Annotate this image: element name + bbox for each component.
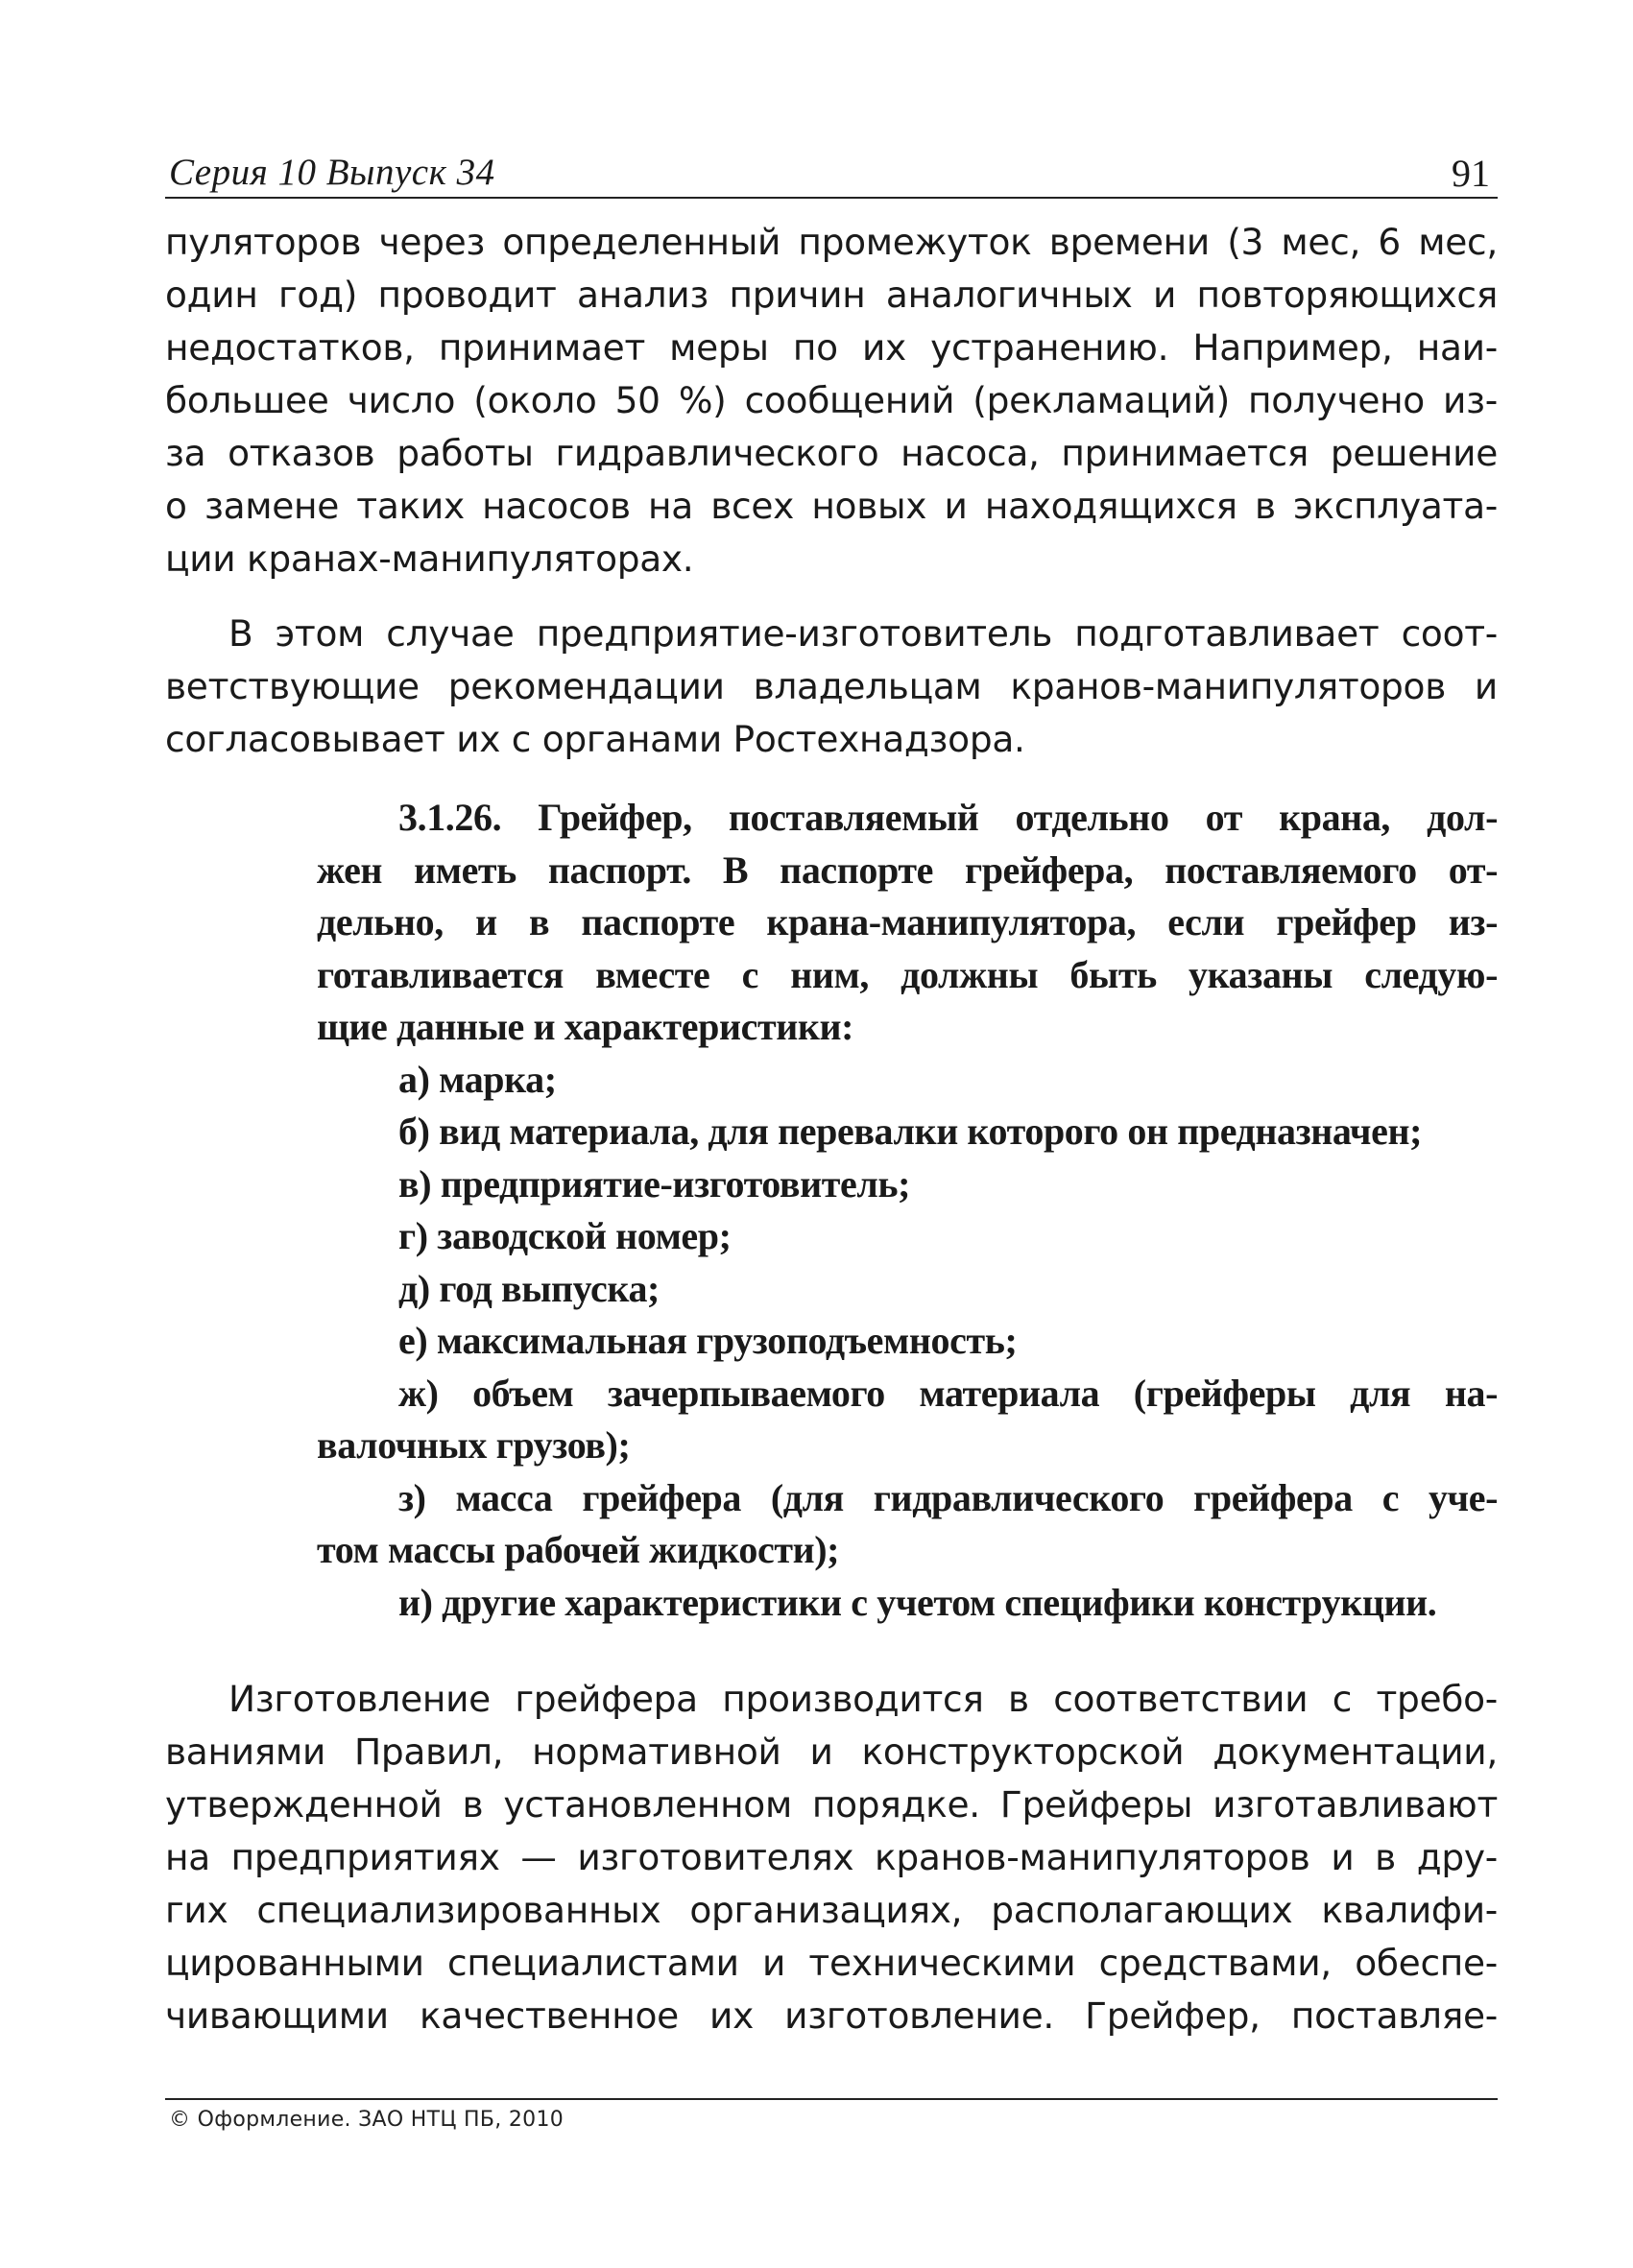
clause-item: а) марка; (398, 1057, 557, 1101)
clause-item: д) год выпуска; (398, 1266, 660, 1310)
clause-item: г) заводской номер; (398, 1214, 732, 1257)
clause-item: в) предприятие-изготовитель; (398, 1161, 911, 1206)
clause-item: и) другие характеристики с учетом специфики конструкции. (398, 1580, 1437, 1624)
clause-item: з) масса грейфера (для гидравлического грейфера с уче- (398, 1475, 1498, 1519)
clause-line: дельно, и в паспорте крана-манипулятора, если грейфер из- (317, 900, 1498, 943)
text-line: согласовывает их с органами Ростехнадзора. (165, 718, 1025, 760)
paragraph-3 (165, 1673, 1498, 2042)
text-line: большее число (около 50 %) сообщений (рекламаций) получено из- (165, 379, 1498, 421)
clause-item: е) максимальная грузоподъемность; (398, 1319, 1018, 1362)
copyright-footer: © Оформление. ЗАО НТЦ ПБ, 2010 (169, 2108, 564, 2132)
clause-item: ж) объем зачерпываемого материала (грейферы для на- (398, 1371, 1498, 1415)
paragraph-1 (165, 216, 1498, 585)
text-line: за отказов работы гидравлического насоса, принимается решение (165, 432, 1498, 474)
text-line: пуляторов через определенный промежуток времени (3 мес, 6 мес, (165, 221, 1498, 263)
text-line: чивающими качественное их изготовление. Грейфер, поставляе- (165, 1994, 1498, 2037)
text-line: Изготовление грейфера производится в соответствии с требо- (228, 1678, 1498, 1720)
text-line: на предприятиях — изготовителях кранов-манипуляторов и в дру- (165, 1836, 1498, 1878)
page-header (165, 149, 1498, 199)
footer-divider (165, 2098, 1498, 2100)
text-line: о замене таких насосов на всех новых и находящихся в эксплуата- (165, 485, 1498, 527)
clause-item-continuation: том массы рабочей жидкости); (317, 1528, 840, 1571)
clause-line: щие данные и характеристики: (317, 1005, 854, 1048)
clause-item-continuation: валочных грузов); (317, 1423, 631, 1467)
text-line: цированными специалистами и техническими средствами, обеспе- (165, 1942, 1498, 1984)
text-line: утвержденной в установленном порядке. Грейферы изготавливают (165, 1783, 1498, 1826)
text-line: ветствующие рекомендации владельцам кранов-манипуляторов и (165, 665, 1498, 707)
text-line: недостатков, принимает меры по их устранению. Например, наи- (165, 326, 1498, 369)
paragraph-2 (165, 608, 1498, 766)
clause-line: 3.1.26. Грейфер, поставляемый отдельно от крана, дол- (398, 796, 1498, 839)
text-line: В этом случае предприятие-изготовитель подготавливает соот- (228, 612, 1498, 655)
series-title: Серия 10 Выпуск 34 (169, 152, 495, 193)
text-line: гих специализированных организациях, располагающих квалифи- (165, 1889, 1498, 1931)
clause-line: готавливается вместе с ним, должны быть указаны следую- (317, 952, 1498, 996)
text-line: ции кранах-манипуляторах. (165, 537, 694, 580)
clause-item: б) вид материала, для перевалки которого он предназначен; (398, 1110, 1423, 1153)
clause-3-1-26 (317, 792, 1498, 1629)
text-line: один год) проводит анализ причин аналогичных и повторяющихся (165, 274, 1498, 316)
text-line: ваниями Правил, нормативной и конструкторской документации, (165, 1731, 1498, 1773)
page-number: 91 (1452, 152, 1490, 195)
clause-line: жен иметь паспорт. В паспорте грейфера, поставляемого от- (317, 848, 1498, 892)
